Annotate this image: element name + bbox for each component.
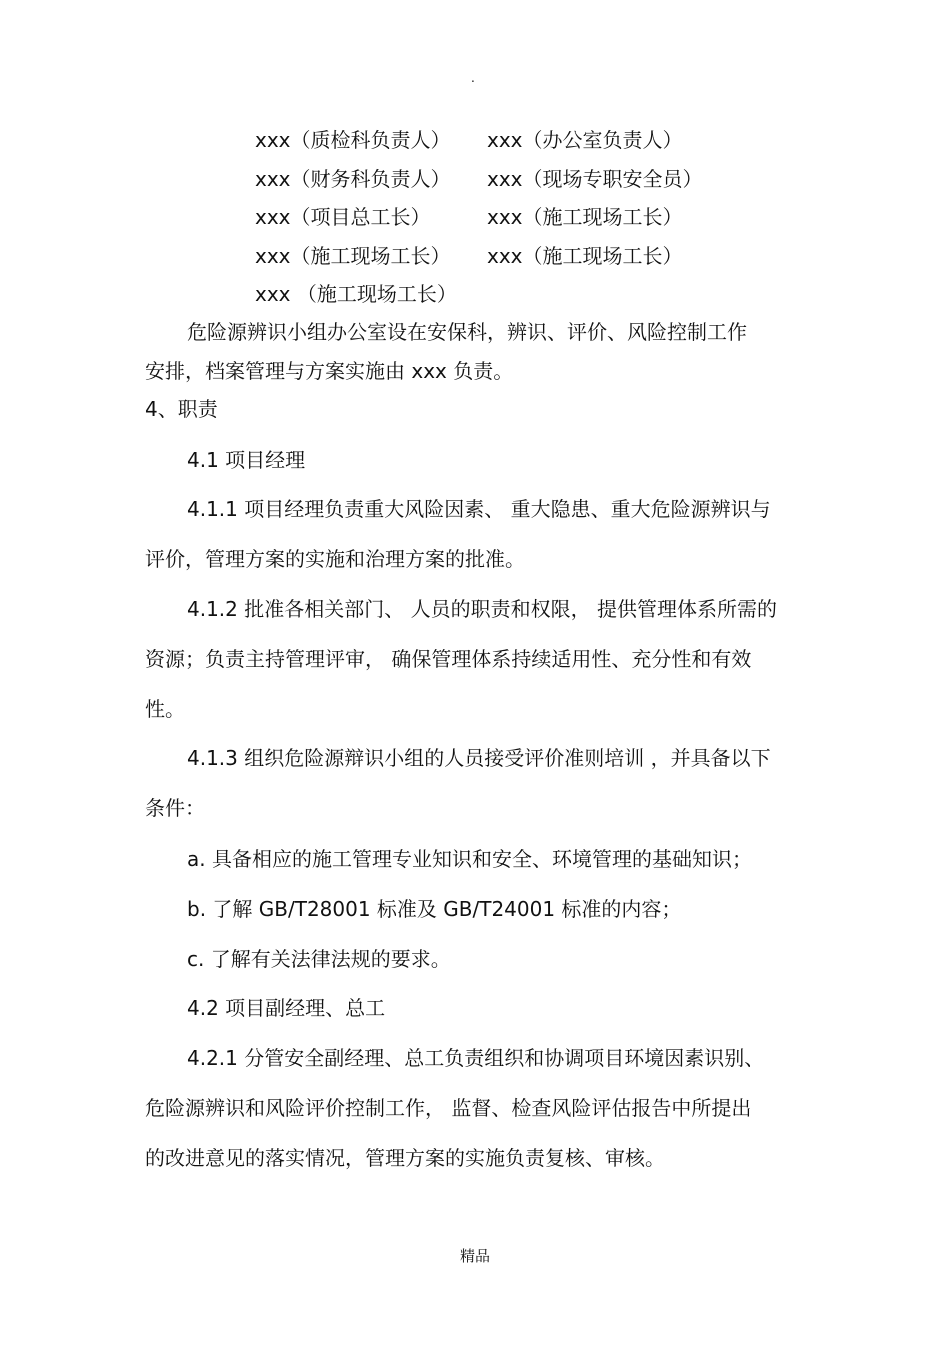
subsection-heading: 4.1 项目经理	[187, 448, 306, 472]
paragraph-line: 危险源辨识和风险评价控制工作， 监督、检查风险评估报告中所提出	[145, 1096, 752, 1120]
member-entry: xxx（施工现场工长）	[487, 244, 683, 268]
member-entry: xxx（施工现场工长）	[487, 205, 683, 229]
member-entry: xxx （施工现场工长）	[255, 282, 457, 306]
paragraph-line: 4.2.1 分管安全副经理、总工负责组织和协调项目环境因素识别、	[187, 1046, 765, 1070]
subsection-heading: 4.2 项目副经理、总工	[187, 996, 386, 1020]
paragraph-line: 评价，管理方案的实施和治理方案的批准。	[145, 547, 525, 571]
paragraph-line: 4.1.2 批准各相关部门、 人员的职责和权限， 提供管理体系所需的	[187, 597, 777, 621]
paragraph-line: 4.1.3 组织危险源辩识小组的人员接受评价准则培训 ，并具备以下	[187, 746, 771, 770]
office-paragraph-line: 安排，档案管理与方案实施由 xxx 负责。	[145, 359, 514, 383]
member-entry: xxx（质检科负责人）	[255, 128, 451, 152]
list-item: c. 了解有关法律法规的要求。	[187, 947, 451, 971]
list-item: a. 具备相应的施工管理专业知识和安全、环境管理的基础知识；	[187, 847, 752, 871]
paragraph-line: 性。	[145, 697, 185, 721]
header-mark: .	[471, 71, 475, 85]
section-heading: 4、职责	[145, 397, 218, 421]
member-entry: xxx（项目总工长）	[255, 205, 431, 229]
member-entry: xxx（施工现场工长）	[255, 244, 451, 268]
list-item: b. 了解 GB/T28001 标准及 GB/T24001 标准的内容；	[187, 897, 682, 921]
paragraph-line: 的改进意见的落实情况，管理方案的实施负责复核、审核。	[145, 1146, 665, 1170]
paragraph-line: 资源；负责主持管理评审， 确保管理体系持续适用性、充分性和有效	[145, 647, 752, 671]
page-footer: 精品	[459, 1247, 490, 1265]
paragraph-line: 条件：	[145, 796, 205, 820]
member-entry: xxx（现场专职安全员）	[487, 167, 703, 191]
member-entry: xxx（办公室负责人）	[487, 128, 683, 152]
member-entry: xxx（财务科负责人）	[255, 167, 451, 191]
paragraph-line: 4.1.1 项目经理负责重大风险因素、 重大隐患、重大危险源辨识与	[187, 497, 771, 521]
office-paragraph-line: 危险源辨识小组办公室设在安保科，辨识、评价、风险控制工作	[187, 320, 747, 344]
